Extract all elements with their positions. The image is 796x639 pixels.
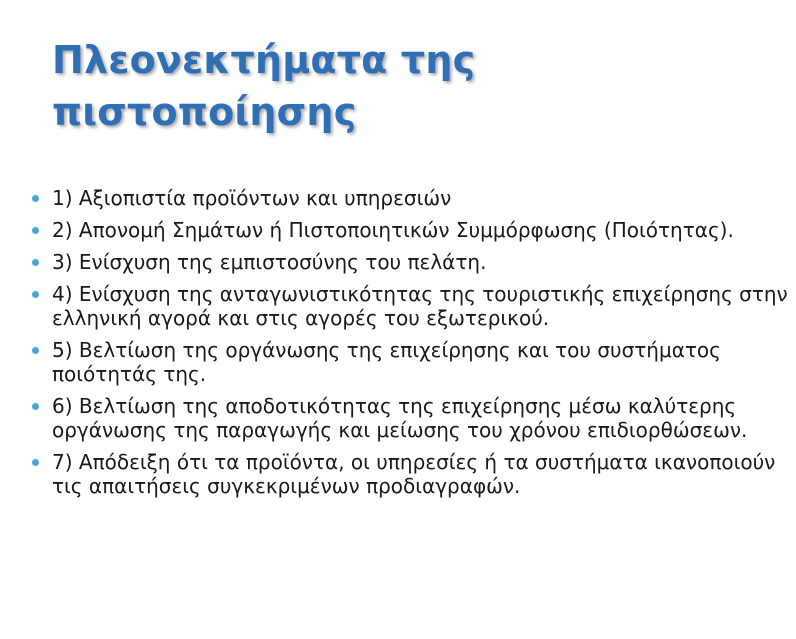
list-item-text: 6) Βελτίωση της αποδοτικότητας της επιχείρησης μέσω καλύτερης οργάνωσης της παραγωγής και μείωσης του χρόνου επιδιορθώσεων. [52, 394, 748, 442]
list-item-text: 2) Απονομή Σημάτων ή Πιστοποιητικών Συμμόρφωσης (Ποιότητας). [52, 218, 734, 242]
list-item [0, 186, 796, 210]
list-item [0, 218, 796, 242]
list-item [0, 250, 796, 274]
list-item [0, 394, 796, 442]
bullet-dot-icon [32, 403, 39, 410]
list-item-text: 7) Απόδειξη ότι τα προϊόντα, οι υπηρεσίες ή τα συστήματα ικανοποιούν τις απαιτήσεις συγκεκριμένων προδιαγραφών. [52, 450, 776, 498]
bullet-dot-icon [32, 459, 39, 466]
slide-title [52, 34, 772, 138]
list-item [0, 338, 796, 386]
list-item [0, 450, 796, 498]
list-item-text: 3) Ενίσχυση της εμπιστοσύνης του πελάτη. [52, 250, 487, 274]
slide-title-line-1: Πλεονεκτήματα της [52, 38, 476, 82]
bullet-dot-icon [32, 227, 39, 234]
bullet-dot-icon [32, 259, 39, 266]
bullet-dot-icon [32, 291, 39, 298]
bullet-dot-icon [32, 347, 39, 354]
list-item-text: 1) Αξιοπιστία προϊόντων και υπηρεσιών [52, 186, 452, 210]
list-item-text: 5) Βελτίωση της οργάνωσης της επιχείρησης και του συστήματος ποιότητάς της. [52, 338, 721, 386]
bullet-list [0, 186, 796, 506]
list-item [0, 282, 796, 330]
list-item-text: 4) Ενίσχυση της ανταγωνιστικότητας της τουριστικής επιχείρησης στην ελληνική αγορά και στις αγορές του εξωτερικού. [52, 282, 788, 330]
bullet-dot-icon [32, 195, 39, 202]
slide-title-line-2: πιστοποίησης [52, 90, 357, 134]
